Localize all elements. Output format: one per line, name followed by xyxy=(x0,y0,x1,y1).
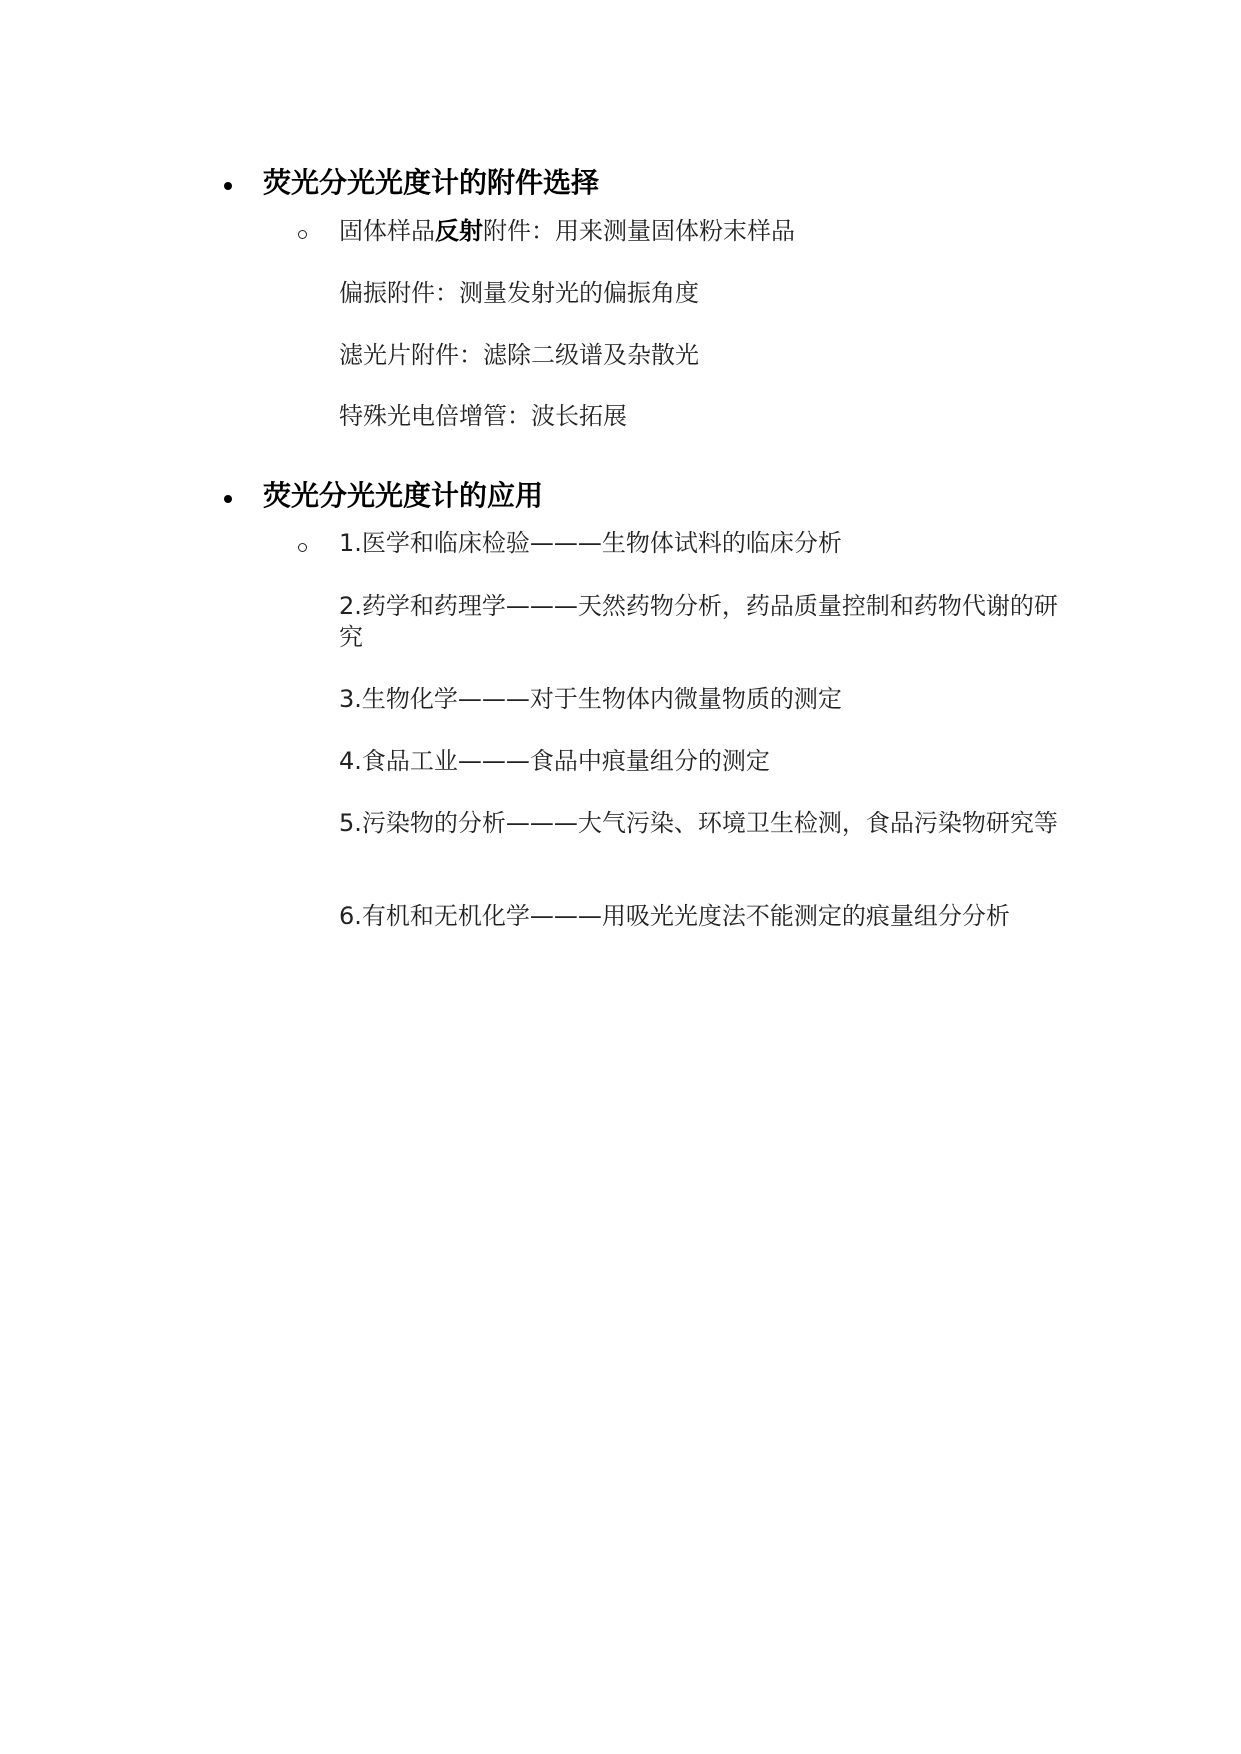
list-item: 特殊光电倍增管：波长拓展 xyxy=(339,402,627,430)
list-item: 3.生物化学———对于生物体内微量物质的测定 xyxy=(339,685,842,713)
item-text-bold: 反射 xyxy=(435,217,483,245)
bullet-icon xyxy=(224,182,232,190)
list-item: 4.食品工业———食品中痕量组分的测定 xyxy=(339,747,770,775)
list-item: 滤光片附件：滤除二级谱及杂散光 xyxy=(339,341,699,369)
list-item: 6.有机和无机化学———用吸光光度法不能测定的痕量组分分析 xyxy=(339,902,1010,930)
list-item: 5.污染物的分析———大气污染、环境卫生检测，食品污染物研究等 xyxy=(339,809,1058,837)
section-heading: 荧光分光光度计的应用 xyxy=(263,479,544,512)
list-item: 1.医学和临床检验———生物体试料的临床分析 xyxy=(339,529,842,557)
sub-bullet-icon xyxy=(298,543,307,552)
list-item: 2.药学和药理学———天然药物分析，药品质量控制和药物代谢的研究 xyxy=(339,592,1058,651)
sub-bullet-icon xyxy=(298,230,307,239)
bullet-icon xyxy=(224,495,232,503)
list-item xyxy=(339,216,1059,247)
item-text-part: 固体样品 xyxy=(339,217,435,245)
list-item: 偏振附件：测量发射光的偏振角度 xyxy=(339,279,699,307)
section-heading: 荧光分光光度计的附件选择 xyxy=(263,166,600,199)
item-text-part: 附件：用来测量固体粉末样品 xyxy=(483,217,795,245)
